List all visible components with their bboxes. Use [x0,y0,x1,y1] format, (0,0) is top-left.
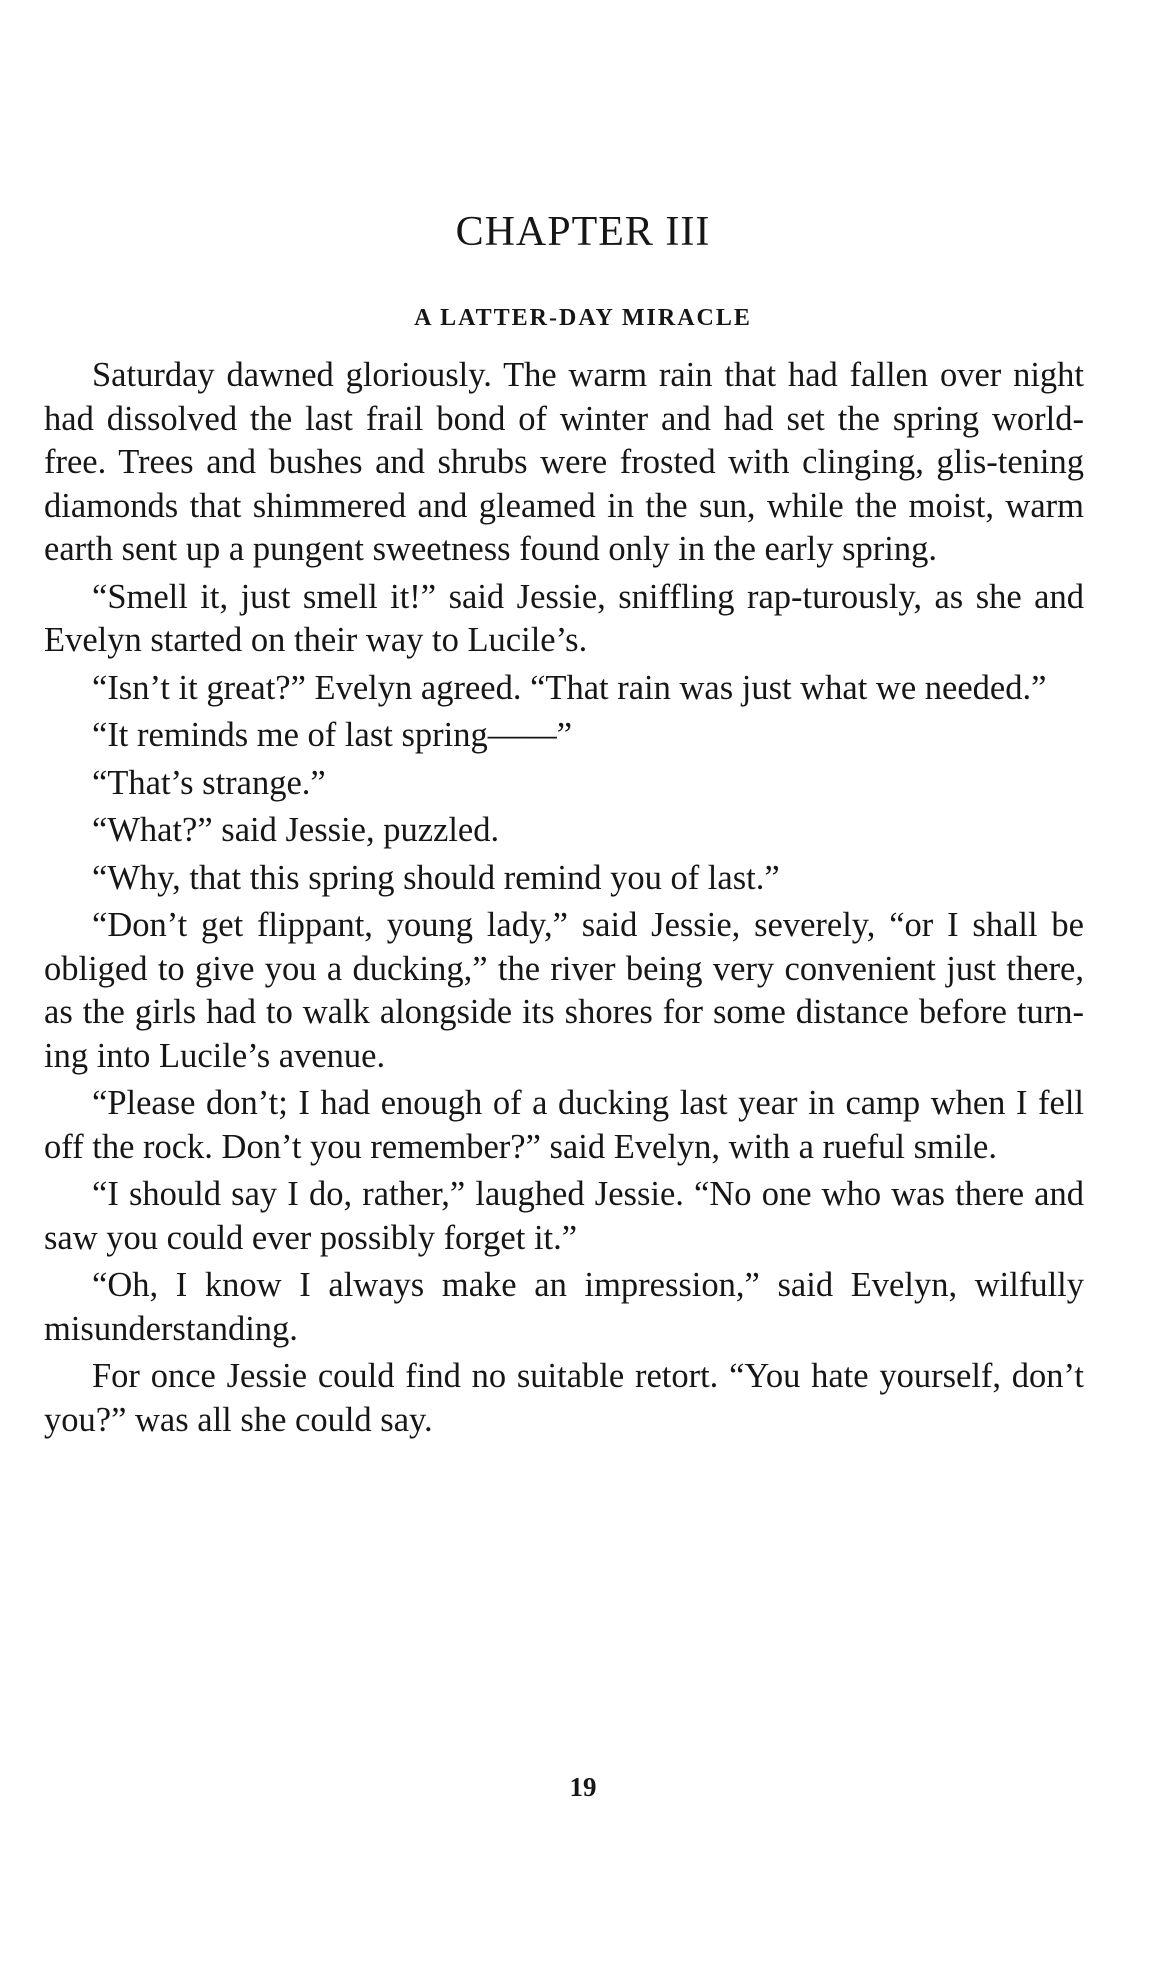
paragraph: Saturday dawned gloriously. The warm rain that had fallen over night had dissolved the last frail bond of winter and had set the spring world-free. Trees and bushes and shrubs were frosted with clinging, glis-tening diamonds that shimmered and gleamed in the sun, while the moist, warm earth sent up a pungent sweetness found only in the early spring. [44,356,1084,568]
paragraph: “That’s strange.” [92,763,326,802]
chapter-subtitle: A LATTER-DAY MIRACLE [414,305,752,331]
paragraph: “It reminds me of last spring——” [92,716,573,754]
paragraph: “Please don’t; I had enough of a ducking last year in camp when I fell off the rock. Don’t you remember?” said Evelyn, with a rueful smile. [44,1084,1084,1166]
paragraph: “Smell it, just smell it!” said Jessie, sniffling rap-turously, as she and Evelyn started on their way to Lucile’s. [44,577,1084,659]
paragraph: “Isn’t it great?” Evelyn agreed. “That rain was just what we needed.” [92,668,1047,707]
paragraph: “Why, that this spring should remind you of last.” [92,858,780,897]
paragraph: “Oh, I know I always make an impression,” said Evelyn, wilfully misunderstanding. [44,1266,1084,1348]
paragraph: For once Jessie could find no suitable retort. “You hate yourself, don’t you?” was all she could say. [44,1357,1084,1439]
chapter-title: CHAPTER III [455,209,711,255]
paragraph: “Don’t get flippant, young lady,” said Jessie, severely, “or I shall be obliged to give you a ducking,” the river being very convenient just there, as the girls had to walk alongside its shores for some distance before turn-ing into Lucile’s avenue. [44,906,1084,1075]
body-text [44,354,1084,1446]
page-number: 19 [569,1772,597,1802]
paragraph: “What?” said Jessie, puzzled. [92,811,500,849]
paragraph: “I should say I do, rather,” laughed Jessie. “No one who was there and saw you could ever possibly forget it.” [44,1175,1084,1257]
